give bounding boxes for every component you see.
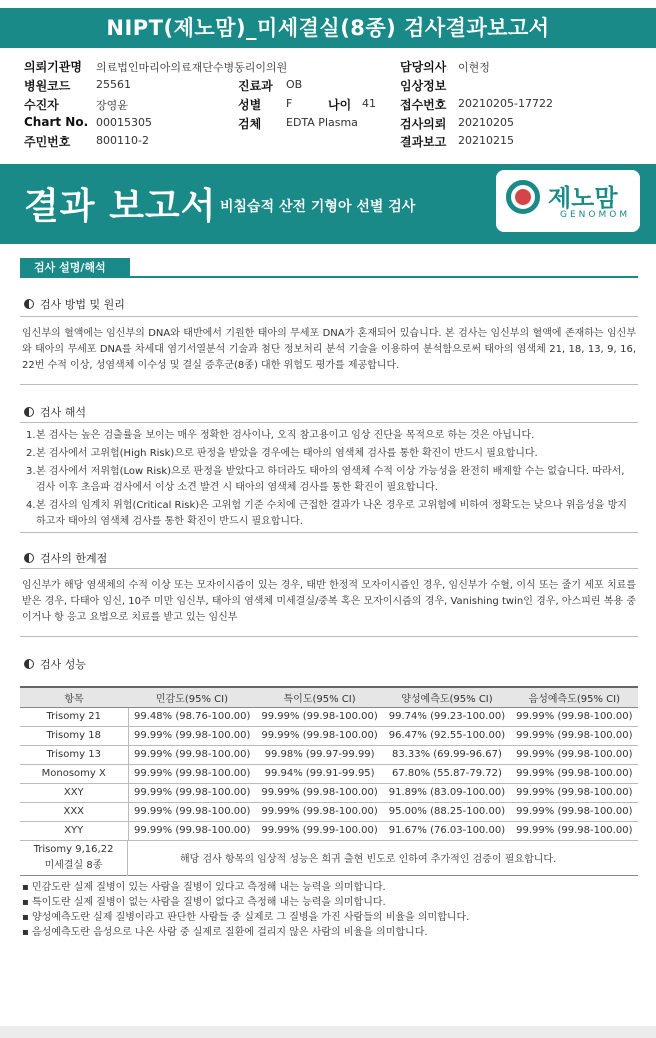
table-cell: 99.99% (99.98-100.00) xyxy=(511,821,638,840)
table-row xyxy=(20,802,638,821)
code-label: 병원코드 xyxy=(24,79,71,93)
half-circle-icon xyxy=(24,659,34,669)
table-cell: XYY xyxy=(20,821,128,840)
table-cell: 91.89% (83.09-100.00) xyxy=(383,783,510,802)
table-cell: 99.99% (99.98-100.00) xyxy=(256,783,383,802)
table-cell: 99.99% (99.98-100.00) xyxy=(128,821,256,840)
list-item: 1. 본 검사는 높은 검출률을 보이는 매우 정확한 검사이나, 오직 참고용이고 임상 진단을 목적으로 하는 것은 아닙니다. xyxy=(26,430,535,441)
table-cell: Trisomy 13 xyxy=(20,745,128,764)
dept-value: OB xyxy=(286,78,303,91)
table-cell: Monosomy X xyxy=(20,764,128,783)
note-item: ▪ 특이도란 실제 질병이 없는 사람을 질병이 없다고 측정해 내는 능력을 의미합니다. xyxy=(22,895,636,910)
footer-bar xyxy=(0,1026,656,1038)
receipt-label: 접수번호 xyxy=(400,98,447,112)
specimen-value: EDTA Plasma xyxy=(286,116,358,129)
half-circle-icon xyxy=(24,299,34,309)
performance-heading: 검사 성능 xyxy=(24,656,86,672)
table-cell: 99.99% (99.98-100.00) xyxy=(511,745,638,764)
table-cell: XXY xyxy=(20,783,128,802)
table-cell: 99.94% (99.91-99.95) xyxy=(256,764,383,783)
hospital-value: 의료법인마리아의료재단수병동리이의원 xyxy=(96,61,288,74)
half-circle-icon xyxy=(24,407,34,417)
divider xyxy=(20,532,638,533)
table-cell: 99.99% (99.98-100.00) xyxy=(128,745,256,764)
section-tab: 검사 설명/해석 xyxy=(20,258,130,278)
interpretation-list xyxy=(22,428,636,532)
table-cell: 99.99% (99.98-100.00) xyxy=(511,726,638,745)
sex-value: F xyxy=(286,97,293,110)
rare-items-note: 해당 검사 항목의 임상적 성능은 희귀 출현 빈도로 인하여 추가적인 검증이 필요합니다. xyxy=(180,854,557,865)
definition-notes xyxy=(22,880,636,940)
logo-text: 제노맘 xyxy=(548,184,618,212)
table-cell: 99.99% (99.98-100.00) xyxy=(128,783,256,802)
chart-label: Chart No. xyxy=(24,115,89,129)
table-cell: 91.67% (76.03-100.00) xyxy=(383,821,510,840)
age-value: 41 xyxy=(362,97,376,110)
rare-items-label: Trisomy 9,16,22 미세결실 8종 xyxy=(20,840,128,876)
table-cell: 99.99% (99.98-100.00) xyxy=(511,707,638,726)
specimen-label: 검체 xyxy=(238,117,262,131)
table-row xyxy=(20,707,638,726)
list-item: 2. 본 검사에서 고위험(High Risk)으로 판정을 받았을 경우에는 태아의 염색체 검사를 통한 확진이 반드시 필요합니다. xyxy=(26,448,538,459)
table-row xyxy=(20,745,638,764)
half-circle-icon xyxy=(24,553,34,563)
table-cell: 99.99% (99.99-100.00) xyxy=(256,821,383,840)
logo-dot-icon xyxy=(515,189,531,205)
performance-table xyxy=(20,686,638,841)
top-header xyxy=(0,0,656,52)
report-date-value: 20210215 xyxy=(458,134,514,147)
table-cell: 95.00% (88.25-100.00) xyxy=(383,802,510,821)
result-report-banner xyxy=(0,164,656,244)
column-header: 항목 xyxy=(20,687,128,707)
report-title: NIPT(제노맘)_미세결실(8종) 검사결과보고서 xyxy=(0,8,656,48)
request-label: 검사의뢰 xyxy=(400,117,447,131)
divider xyxy=(20,384,638,385)
table-row xyxy=(20,821,638,840)
request-value: 20210205 xyxy=(458,116,514,129)
logo-subtext: GENOMOM xyxy=(560,210,631,220)
table-cell: 99.99% (99.98-100.00) xyxy=(511,783,638,802)
table-cell: 99.99% (99.98-100.00) xyxy=(128,802,256,821)
column-header: 특이도(95% CI) xyxy=(256,687,383,707)
section-divider xyxy=(20,276,638,278)
limits-heading: 검사의 한계점 xyxy=(24,550,107,566)
hospital-label: 의뢰기관명 xyxy=(24,60,82,74)
age-label: 나이 xyxy=(328,98,352,112)
divider xyxy=(20,636,638,637)
table-cell: 99.99% (99.98-100.00) xyxy=(256,802,383,821)
table-cell: 83.33% (69.99-96.67) xyxy=(383,745,510,764)
table-row xyxy=(20,726,638,745)
table-cell: 99.99% (99.98-100.00) xyxy=(256,726,383,745)
table-cell: 99.99% (99.98-100.00) xyxy=(511,802,638,821)
table-cell: Trisomy 18 xyxy=(20,726,128,745)
divider xyxy=(20,316,638,317)
list-item: 3. 본 검사에서 저위험(Low Risk)으로 판정을 받았다고 하더라도 태아의 염색체 수적 이상 가능성을 완전히 배제할 수는 없습니다. 따라서, 검사 이후 초음파 검사에서 이상 소견 발견 시 태아의 염색체 검사를 통한 확진이 필요합니다. xyxy=(26,466,625,493)
id-value: 800110-2 xyxy=(96,134,149,147)
code-value: 25561 xyxy=(96,78,131,91)
divider xyxy=(20,422,638,423)
table-cell: 99.74% (99.23-100.00) xyxy=(383,707,510,726)
table-cell: 99.99% (99.98-100.00) xyxy=(256,707,383,726)
table-row xyxy=(20,764,638,783)
report-date-label: 결과보고 xyxy=(400,135,447,149)
genomom-logo xyxy=(496,170,640,232)
note-item: ▪ 양성예측도란 실제 질병이라고 판단한 사람들 중 실제로 그 질병을 가진 사람들의 비율을 의미합니다. xyxy=(22,910,636,925)
list-item: 4. 본 검사의 임계치 위험(Critical Risk)은 고위험 기준 수치에 근접한 결과가 나온 경우로 고위험에 비하여 정확도는 낮으나 위음성을 방지하고자 태아의 염색체 검사를 통한 확진이 반드시 필요합니다. xyxy=(26,500,627,527)
interpretation-heading: 검사 해석 xyxy=(24,404,86,420)
chart-value: 00015305 xyxy=(96,116,152,129)
table-header-row xyxy=(20,687,638,707)
dept-label: 진료과 xyxy=(238,79,273,93)
rare-items-row xyxy=(20,840,638,876)
table-cell: 99.99% (99.98-100.00) xyxy=(128,764,256,783)
table-cell: 99.99% (99.98-100.00) xyxy=(511,764,638,783)
table-cell: 99.98% (99.97-99.99) xyxy=(256,745,383,764)
table-cell: XXX xyxy=(20,802,128,821)
table-row xyxy=(20,783,638,802)
divider xyxy=(20,568,638,569)
limits-text: 임신부가 해당 염색체의 수적 이상 또는 모자이시즘이 있는 경우, 태반 한정적 모자이시즘인 경우, 임신부가 수혈, 이식 또는 줄기 세포 치료를 받은 경우, 다태아 임신, 10주 미만 임신부, 태아의 염색체 미세결실/중복 혹은 모자이시즘의 경우, Vanishing twin인 경우, 아스피린 복용 중이거나 항 응고 요법으로 치료를 받고 있는 임신부 xyxy=(22,580,636,623)
table-cell: 99.99% (99.98-100.00) xyxy=(128,726,256,745)
doctor-value: 이현정 xyxy=(458,61,490,74)
column-header: 민감도(95% CI) xyxy=(128,687,256,707)
table-cell: 67.80% (55.87-79.72) xyxy=(383,764,510,783)
method-heading: 검사 방법 및 원리 xyxy=(24,296,125,312)
method-text: 임신부의 혈액에는 임신부의 DNA와 태반에서 기원한 태아의 무세포 DNA가 혼재되어 있습니다. 본 검사는 임신부의 혈액에 존재하는 임신부와 태아의 무세포 DNA를 차세대 염기서열분석 기술과 첨단 정보처리 분석 기술을 이용하여 분석함으로써 태아의 염색체 21, 18, 13, 9, 16, 22번 수적 이상, 성염색체 이수성 및 결실 증후군(8종) 대한 위험도 평가를 제공합니다. xyxy=(22,328,636,371)
table-cell: 96.47% (92.55-100.00) xyxy=(383,726,510,745)
clinical-label: 임상정보 xyxy=(400,79,447,93)
doctor-label: 담당의사 xyxy=(400,60,447,74)
recipient-label: 수진자 xyxy=(24,98,59,112)
table-cell: Trisomy 21 xyxy=(20,707,128,726)
column-header: 양성예측도(95% CI) xyxy=(383,687,510,707)
note-item: ▪ 민감도란 실제 질병이 있는 사람을 질병이 있다고 측정해 내는 능력을 의미합니다. xyxy=(22,880,636,895)
table-cell: 99.48% (98.76-100.00) xyxy=(128,707,256,726)
recipient-value: 장영윤 xyxy=(96,99,128,112)
sex-label: 성별 xyxy=(238,98,262,112)
banner-title: 결과 보고서 xyxy=(24,186,217,227)
note-item: ▪ 음성예측도란 음성으로 나온 사람 중 실제로 질환에 걸리지 않은 사람의 비율을 의미합니다. xyxy=(22,925,636,940)
id-label: 주민번호 xyxy=(24,135,71,149)
column-header: 음성예측도(95% CI) xyxy=(511,687,638,707)
banner-subtitle: 비침습적 산전 기형아 선별 검사 xyxy=(220,199,416,215)
receipt-value: 20210205-17722 xyxy=(458,97,553,110)
patient-info-block xyxy=(0,52,656,156)
